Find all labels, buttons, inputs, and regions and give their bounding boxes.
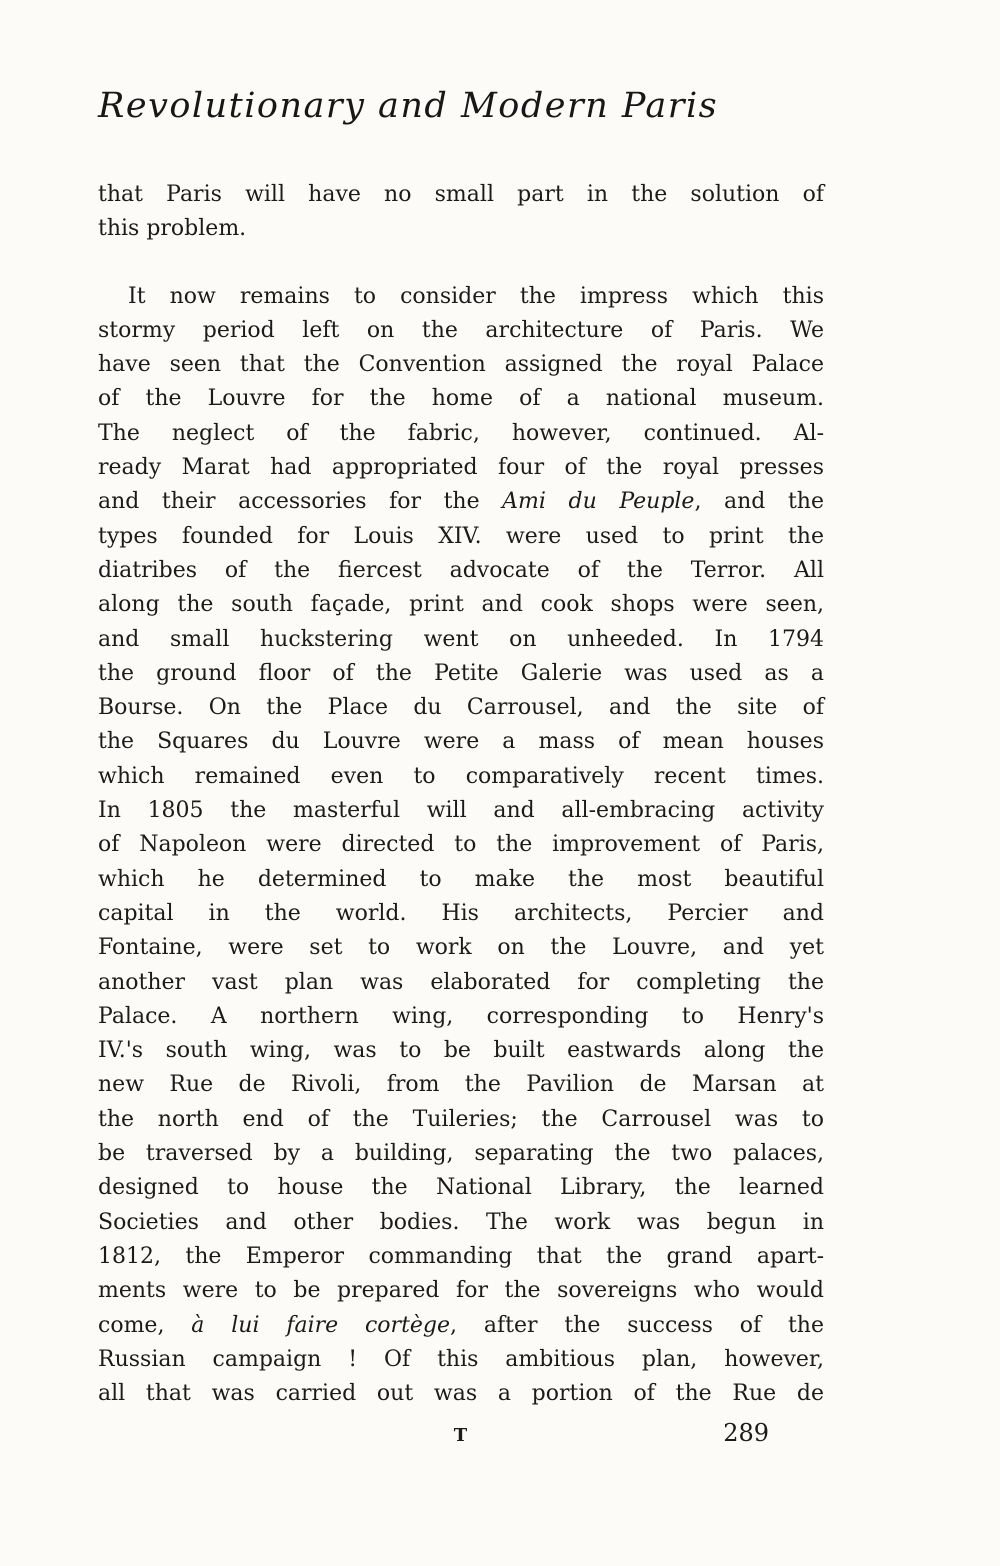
text-line — [98, 314, 824, 348]
text-segment: and small huckstering went on unheeded. In 1794 — [98, 626, 824, 652]
text-line — [98, 520, 824, 554]
text-segment: diatribes of the fiercest advocate of the Terror. All — [98, 557, 824, 583]
text-line — [98, 794, 824, 828]
page-title: Revolutionary and Modern Paris — [98, 86, 719, 126]
text-line — [98, 1206, 824, 1240]
text-line — [98, 417, 824, 451]
text-line — [98, 623, 824, 657]
text-line — [98, 554, 824, 588]
text-line — [98, 1137, 824, 1171]
text-segment: IV.'s south wing, was to be built eastwards along the — [98, 1038, 824, 1064]
text-segment: Russian campaign ! Of this ambitious plan, however, — [98, 1346, 824, 1372]
text-segment: , after the success of the — [450, 1312, 824, 1338]
text-segment: Societies and other bodies. The work was begun in — [98, 1209, 824, 1235]
text-line — [98, 657, 824, 691]
text-line — [98, 212, 824, 246]
paragraph — [98, 178, 824, 247]
text-line — [98, 691, 824, 725]
text-line — [98, 1343, 824, 1377]
text-line — [98, 1000, 824, 1034]
italic-text-segment: Ami du Peuple — [502, 489, 695, 515]
text-line — [98, 725, 824, 759]
text-line — [98, 588, 824, 622]
text-line — [98, 1068, 824, 1102]
text-segment: that Paris will have no small part in the solution of — [98, 182, 824, 207]
text-segment: have seen that the Convention assigned the royal Palace — [98, 352, 824, 378]
text-segment: which he determined to make the most beautiful — [98, 866, 824, 892]
text-segment: the Squares du Louvre were a mass of mean houses — [98, 729, 824, 755]
text-segment: the north end of the Tuileries; the Carrousel was to — [98, 1106, 824, 1132]
text-segment: Fontaine, were set to work on the Louvre, and yet — [98, 935, 824, 961]
text-segment: which remained even to comparatively recent times. — [98, 763, 824, 789]
text-segment: Bourse. On the Place du Carrousel, and the site of — [98, 695, 824, 721]
text-line — [98, 1103, 824, 1137]
text-line — [98, 1034, 824, 1068]
text-segment: In 1805 the masterful will and all-embracing activity — [98, 798, 824, 824]
text-segment: this problem. — [98, 216, 247, 242]
text-segment: come, — [98, 1312, 192, 1338]
text-segment: and their accessories for the — [98, 489, 503, 515]
text-line — [98, 382, 824, 416]
text-line — [98, 485, 824, 519]
signature-mark: T — [453, 1425, 469, 1447]
text-segment: along the south façade, print and cook shops were seen, — [98, 592, 824, 618]
text-line — [98, 178, 824, 212]
text-segment: It now remains to consider the impress which this — [128, 283, 824, 309]
text-line — [98, 1240, 824, 1274]
text-line — [98, 1274, 824, 1308]
text-line — [98, 863, 824, 897]
text-segment: Palace. A northern wing, corresponding to Henry's — [98, 1003, 824, 1029]
text-segment: of the Louvre for the home of a national museum. — [98, 386, 824, 412]
text-line — [98, 931, 824, 965]
text-segment: designed to house the National Library, the learned — [98, 1175, 824, 1201]
text-line — [98, 1171, 824, 1205]
text-segment: another vast plan was elaborated for completing the — [98, 969, 824, 995]
text-segment: all that was carried out was a portion of the Rue de — [98, 1381, 824, 1407]
text-line — [98, 451, 824, 485]
text-segment: new Rue de Rivoli, from the Pavilion de Marsan at — [98, 1072, 824, 1098]
text-line — [98, 348, 824, 382]
text-line — [98, 760, 824, 794]
text-segment: be traversed by a building, separating the two palaces, — [98, 1141, 824, 1167]
text-segment: ments were to be prepared for the sovereigns who would — [98, 1278, 824, 1304]
italic-text-segment: à lui faire cortège — [191, 1312, 451, 1338]
text-line — [98, 828, 824, 862]
text-line — [98, 1309, 824, 1343]
text-segment: The neglect of the fabric, however, continued. Al- — [98, 420, 824, 446]
text-segment: the ground floor of the Petite Galerie was used as a — [98, 660, 824, 686]
text-block — [98, 178, 824, 1411]
text-segment: of Napoleon were directed to the improvement of Paris, — [98, 832, 824, 858]
text-segment: stormy period left on the architecture of Paris. We — [98, 317, 824, 343]
text-line — [98, 897, 824, 931]
page-footer — [98, 1419, 824, 1455]
text-line — [98, 280, 824, 314]
text-line — [98, 1377, 824, 1411]
text-segment: , and the — [694, 489, 824, 515]
text-segment: types founded for Louis XIV. were used to print the — [98, 523, 824, 549]
paragraph — [98, 280, 824, 1412]
text-segment: ready Marat had appropriated four of the royal presses — [98, 455, 824, 481]
text-segment: capital in the world. His architects, Percier and — [98, 900, 824, 926]
text-line — [98, 966, 824, 1000]
text-segment: 1812, the Emperor commanding that the grand apart- — [98, 1243, 824, 1269]
page-number: 289 — [723, 1419, 769, 1448]
